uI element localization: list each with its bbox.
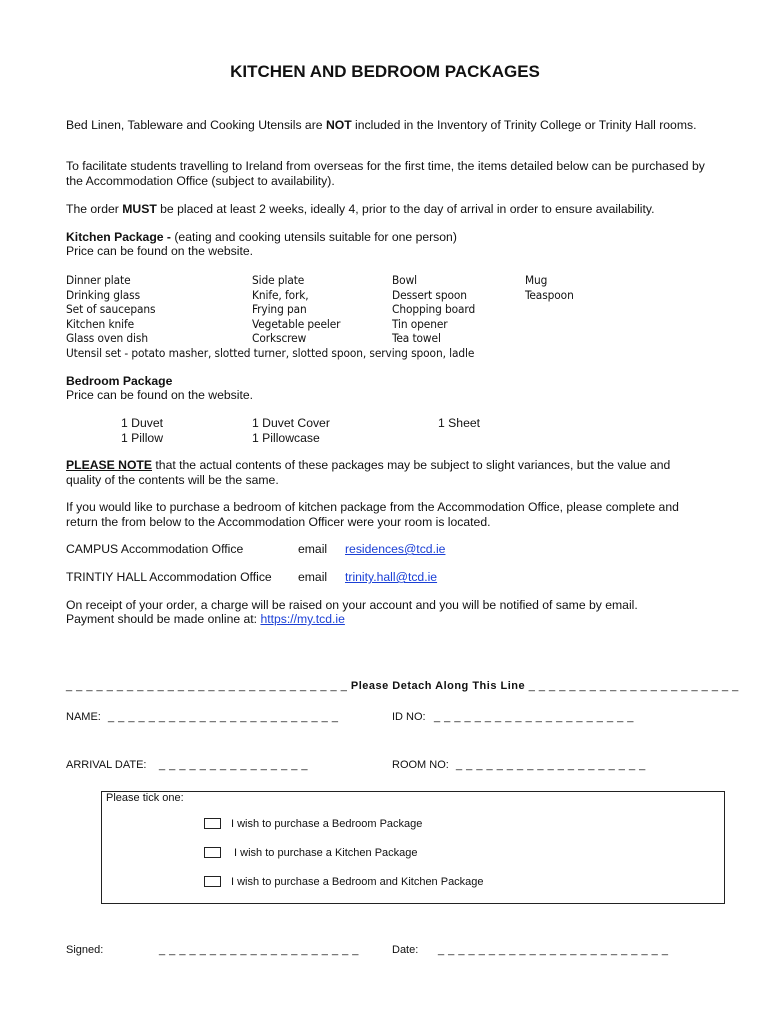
list-item: Side plate [252, 273, 305, 287]
bedroom-items-col1 [121, 416, 163, 445]
list-item: Teaspoon [525, 287, 574, 302]
please-note-paragraph: PLEASE NOTE that the actual contents of these packages may be subject to slight variances, but the value and quality of the contents will be the same. [66, 458, 671, 487]
kitchen-utensil-set: Utensil set - potato masher, slotted turner, slotted spoon, serving spoon, ladle [66, 346, 475, 360]
trinity-hall-email-link[interactable]: trinity.hall@tcd.ie [345, 570, 438, 584]
list-item: Glass oven dish [66, 331, 148, 345]
list-item: Bowl [392, 273, 418, 287]
campus-email-label: email [298, 542, 328, 556]
list-item: Dessert spoon [392, 287, 467, 302]
intro-paragraph-2: To facilitate students travelling to Ireland from overseas for the first time, the items detailed below can be purchased by the Accommodation Office (subject to availability). [66, 159, 705, 188]
date-label: Date: [392, 944, 419, 956]
signed-field[interactable]: _ _ _ _ _ _ _ _ _ _ _ _ _ _ _ _ _ _ _ _ [159, 944, 359, 956]
room-no-label: ROOM NO: [392, 759, 449, 771]
purchase-instructions: If you would like to purchase a bedroom of kitchen package from the Accommodation Office, please complete and return the from below to the Accommodation Officer were your room is located. [66, 500, 679, 529]
both-packages-option-label: I wish to purchase a Bedroom and Kitchen Package [231, 876, 484, 888]
id-label: ID NO: [392, 711, 426, 723]
campus-office-label: CAMPUS Accommodation Office [66, 542, 244, 556]
list-item: Dinner plate [66, 273, 131, 287]
name-field[interactable]: _ _ _ _ _ _ _ _ _ _ _ _ _ _ _ _ _ _ _ _ _ _ _ [108, 711, 339, 723]
room-no-field[interactable]: _ _ _ _ _ _ _ _ _ _ _ _ _ _ _ _ _ _ _ [456, 759, 646, 771]
arrival-date-field[interactable]: _ _ _ _ _ _ _ _ _ _ _ _ _ _ _ [159, 759, 309, 771]
kitchen-items-col2 [252, 273, 340, 346]
tick-heading: Please tick one: [106, 792, 184, 804]
list-item: Vegetable peeler [252, 316, 341, 331]
trinity-hall-office-label: TRINTIY HALL Accommodation Office [66, 570, 272, 584]
bedroom-package-checkbox[interactable] [204, 818, 221, 829]
intro-paragraph-3: The order MUST be placed at least 2 weeks, ideally 4, prior to the day of arrival in order to ensure availability. [66, 202, 655, 216]
list-item: Chopping board [392, 302, 476, 316]
list-item: Corkscrew [252, 331, 307, 345]
intro-paragraph-1: Bed Linen, Tableware and Cooking Utensils are NOT included in the Inventory of Trinity College or Trinity Hall rooms. [66, 118, 697, 132]
page-title: KITCHEN AND BEDROOM PACKAGES [230, 62, 540, 81]
list-item: Tin opener [392, 316, 448, 331]
list-item: 1 Pillowcase [252, 430, 320, 445]
id-field[interactable]: _ _ _ _ _ _ _ _ _ _ _ _ _ _ _ _ _ _ _ _ [434, 711, 634, 723]
list-item: Frying pan [252, 302, 307, 316]
bedroom-price: Price can be found on the website. [66, 388, 253, 402]
name-label: NAME: [66, 711, 101, 723]
list-item: 1 Pillow [121, 430, 163, 445]
trinity-hall-email-label: email [298, 570, 328, 584]
list-item: Tea towel [392, 331, 441, 345]
list-item: 1 Sheet [438, 416, 481, 430]
bedroom-items-col3 [438, 416, 480, 431]
list-item: Kitchen knife [66, 316, 135, 331]
list-item: Mug [525, 273, 548, 287]
receipt-line-1: On receipt of your order, a charge will be raised on your account and you will be notified of same by email. [66, 598, 638, 612]
kitchen-price: Price can be found on the website. [66, 244, 253, 258]
kitchen-items-col3 [392, 273, 475, 346]
kitchen-package-option-label: I wish to purchase a Kitchen Package [231, 847, 418, 859]
bedroom-package-option-label: I wish to purchase a Bedroom Package [231, 818, 423, 830]
receipt-line-2: Payment should be made online at: https://my.tcd.ie [66, 612, 345, 626]
campus-email-link[interactable]: residences@tcd.ie [345, 542, 446, 556]
signed-label: Signed: [66, 944, 104, 956]
arrival-date-label: ARRIVAL DATE: [66, 759, 147, 771]
kitchen-items-col4 [525, 273, 574, 302]
payment-link[interactable]: https://my.tcd.ie [260, 612, 345, 626]
date-field[interactable]: _ _ _ _ _ _ _ _ _ _ _ _ _ _ _ _ _ _ _ _ _ _ _ [438, 944, 669, 956]
list-item: Set of saucepans [66, 302, 156, 316]
both-packages-checkbox[interactable] [204, 876, 221, 887]
bedroom-items-col2 [252, 416, 330, 445]
list-item: Knife, fork, [252, 287, 309, 302]
detach-line: _ _ _ _ _ _ _ _ _ _ _ _ _ _ _ _ _ _ _ _ _ _ _ _ _ _ _ _ Please Detach Along This Line _ _ _ _ _ _ _ _ _ _ _ _ _ _ _ _ _ _ _ _ _ [66, 680, 739, 692]
kitchen-items-col1 [66, 273, 155, 346]
kitchen-package-checkbox[interactable] [204, 847, 221, 858]
list-item: Drinking glass [66, 287, 140, 302]
kitchen-heading: Kitchen Package - (eating and cooking utensils suitable for one person) [66, 230, 457, 244]
bedroom-heading: Bedroom Package [66, 374, 173, 388]
list-item: 1 Duvet [121, 416, 164, 430]
list-item: 1 Duvet Cover [252, 416, 330, 430]
